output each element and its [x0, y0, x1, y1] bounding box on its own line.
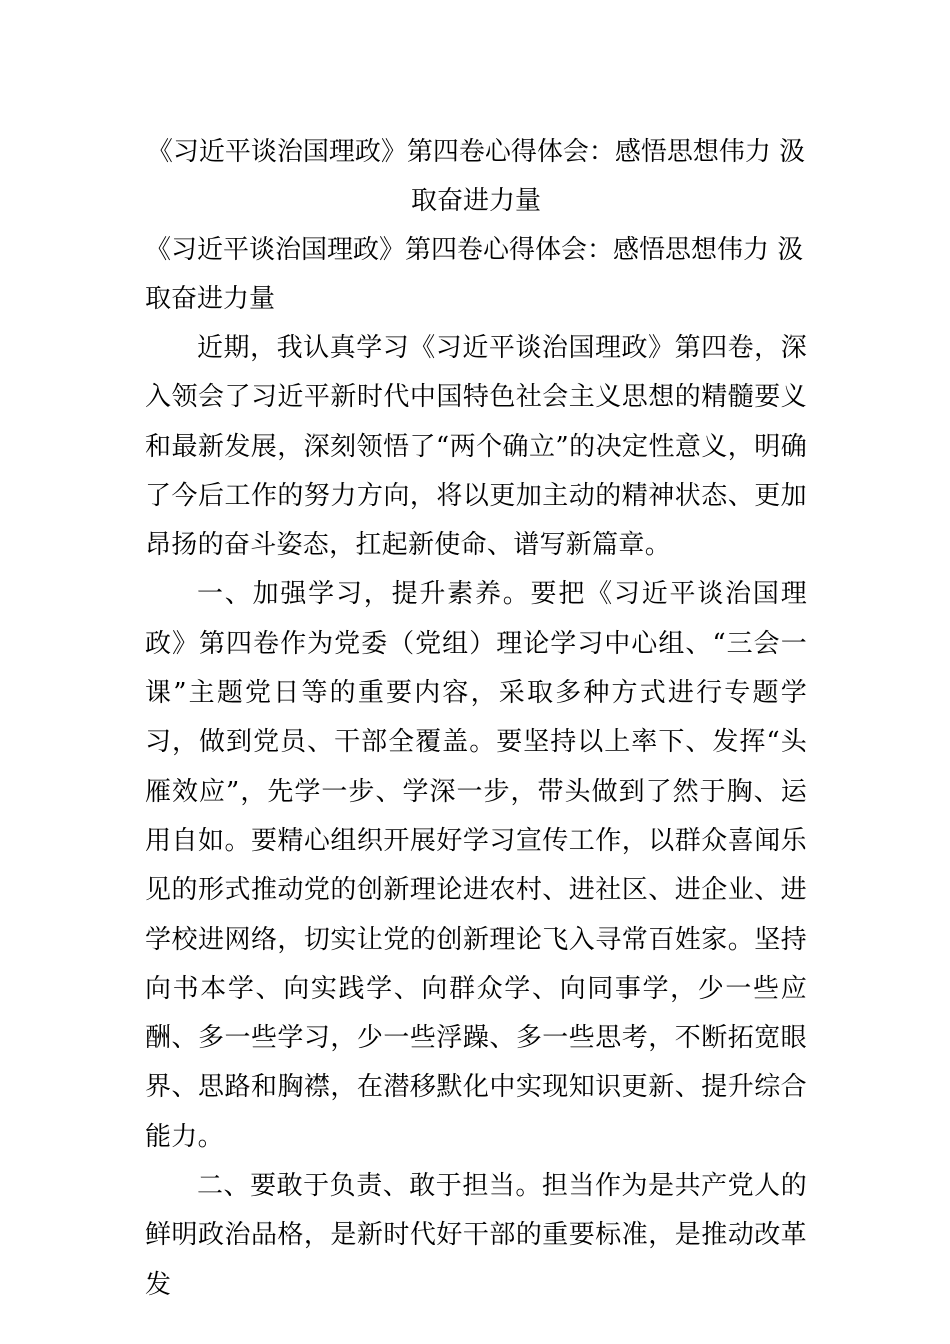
document-body: [145, 128, 807, 1310]
paragraph-section-2: 二、要敢于负责、敢于担当。担当作为是共产党人的鲜明政治品格，是新时代好干部的重要标准，是推动改革发: [145, 1171, 807, 1300]
document-title: 《习近平谈治国理政》第四卷心得体会：感悟思想伟力 汲取奋进力量: [146, 137, 806, 216]
document-heading: 《习近平谈治国理政》第四卷心得体会：感悟思想伟力 汲取奋进力量: [145, 235, 804, 314]
paragraph-intro: 近期，我认真学习《习近平谈治国理政》第四卷，深入领会了习近平新时代中国特色社会主义思想的精髓要义和最新发展，深刻领悟了“两个确立”的决定性意义，明确了今后工作的努力方向，将以更加主动的精神状态、更加昂扬的奋斗姿态，扛起新使命、谱写新篇章。: [145, 333, 807, 561]
paragraph-section-1: 一、加强学习，提升素养。要把《习近平谈治国理政》第四卷作为党委（党组）理论学习中心组、“三会一课”主题党日等的重要内容，采取多种方式进行专题学习，做到党员、干部全覆盖。要坚持以上率下、发挥“头雁效应”，先学一步、学深一步，带头做到了然于胸、运用自如。要精心组织开展好学习宣传工作，以群众喜闻乐见的形式推动党的创新理论进农村、进社区、进企业、进学校进网络，切实让党的创新理论飞入寻常百姓家。坚持向书本学、向实践学、向群众学、向同事学，少一些应酬、多一些学习，少一些浮躁、多一些思考，不断拓宽眼界、思路和胸襟，在潜移默化中实现知识更新、提升综合能力。: [145, 579, 807, 1152]
